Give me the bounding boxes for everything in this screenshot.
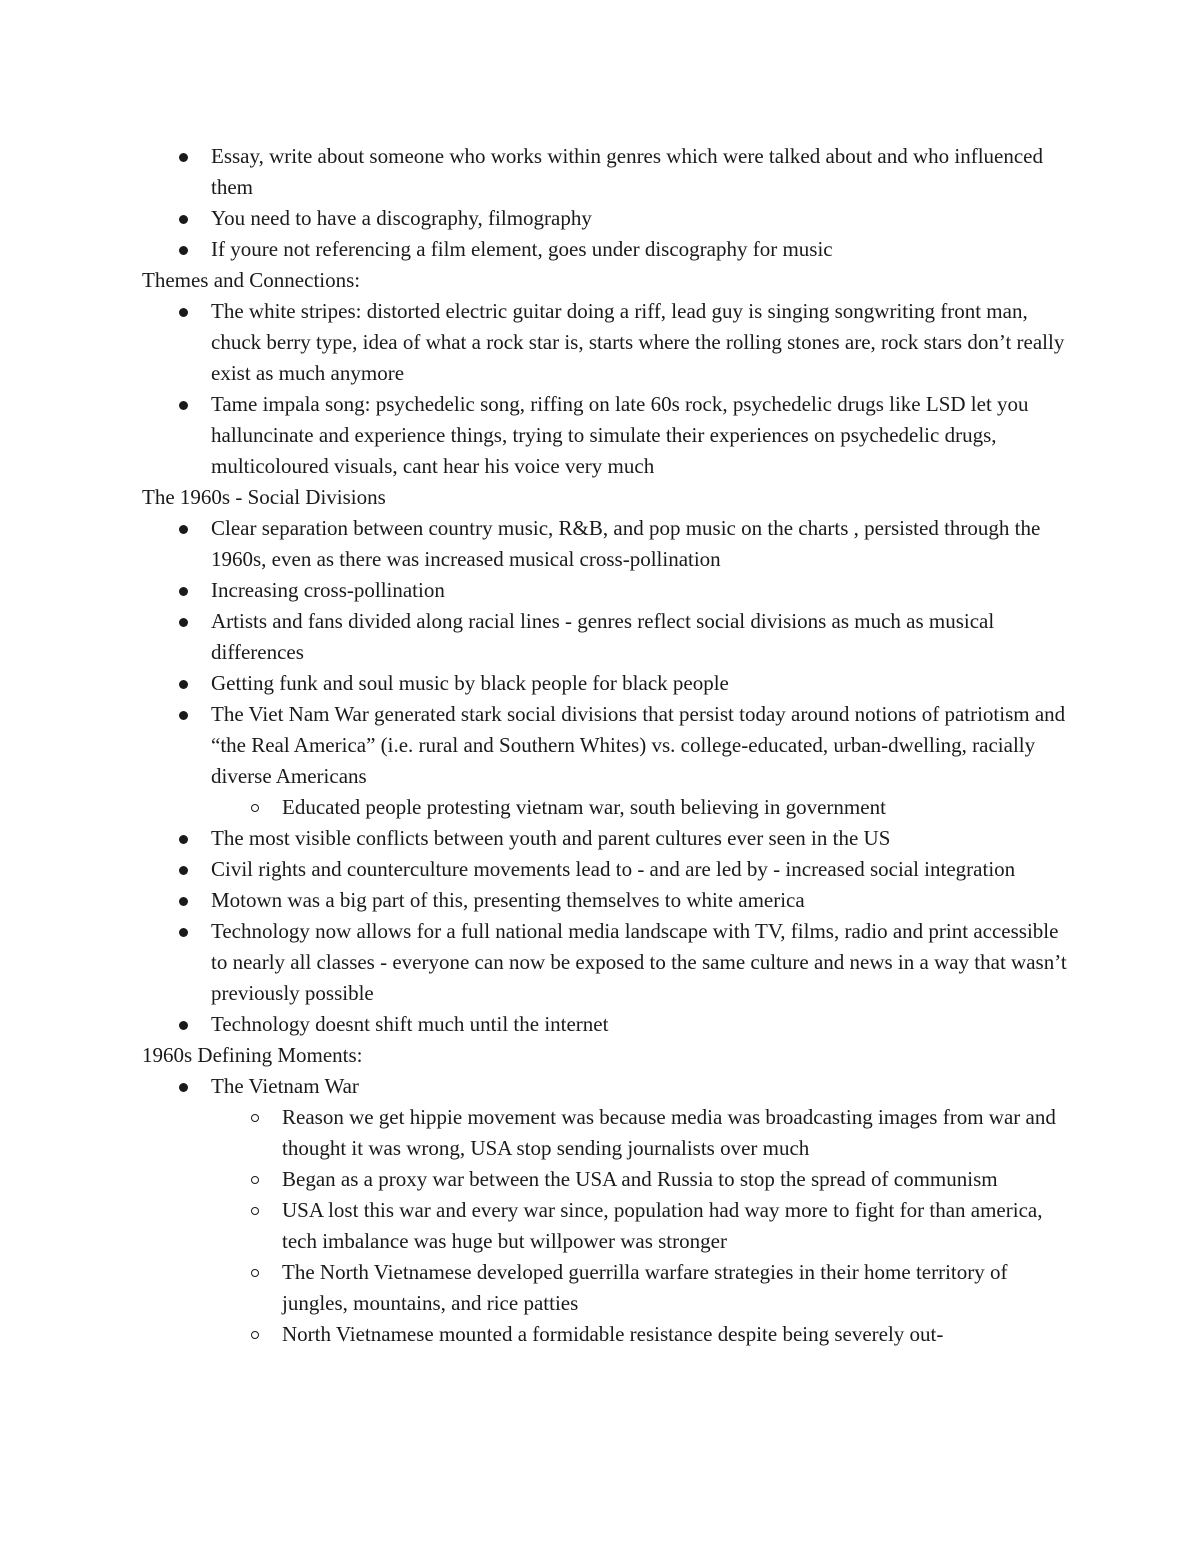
themes-list <box>142 296 1072 482</box>
hollow-bullet-icon <box>251 1269 259 1277</box>
bullet-icon <box>179 308 188 317</box>
list-item: Clear separation between country music, R&B, and pop music on the charts , persisted through the 1960s, even as there was increased musical cross-pollination <box>211 513 1072 575</box>
bullet-icon <box>179 587 188 596</box>
section-heading-defining-moments: 1960s Defining Moments: <box>142 1043 363 1067</box>
list-item: The Vietnam War Reason we get hippie movement was because media was broadcasting images from war and thought it was wrong, USA stop sending journalists over much Began as a proxy war between the USA and Russia to stop the spread of communism USA lost this war and every war since, population had way more to fight for than america, tech imbalance was huge but willpower was stronger The North Vietnamese developed guerrilla warfare strategies in their home territory of jungles, mountains, and rice patties North Vietnamese mounted a formidable resistance despite being severely out- <box>211 1071 1072 1350</box>
sub-list-item: Educated people protesting vietnam war, south believing in government <box>282 792 1072 823</box>
list-item: The white stripes: distorted electric guitar doing a riff, lead guy is singing songwriting front man, chuck berry type, idea of what a rock star is, starts where the rolling stones are, rock stars don’t really exist as much anymore <box>211 296 1072 389</box>
bullet-icon <box>179 1083 188 1092</box>
list-item: Technology now allows for a full national media landscape with TV, films, radio and print accessible to nearly all classes - everyone can now be exposed to the same culture and news in a way that wasn’t previously possible <box>211 916 1072 1009</box>
sub-list-item: The North Vietnamese developed guerrilla warfare strategies in their home territory of jungles, mountains, and rice patties <box>282 1257 1072 1319</box>
list-item: If youre not referencing a film element, goes under discography for music <box>211 234 1072 265</box>
bullet-icon <box>179 711 188 720</box>
list-item: You need to have a discography, filmography <box>211 203 1072 234</box>
bullet-icon <box>179 215 188 224</box>
section-heading-themes: Themes and Connections: <box>142 268 361 292</box>
bullet-icon <box>179 897 188 906</box>
bullet-icon <box>179 680 188 689</box>
list-item: Increasing cross-pollination <box>211 575 1072 606</box>
list-item: Getting funk and soul music by black people for black people <box>211 668 1072 699</box>
bullet-icon <box>179 618 188 627</box>
list-item: Tame impala song: psychedelic song, riffing on late 60s rock, psychedelic drugs like LSD let you halluncinate and experience things, trying to simulate their experiences on psychedelic drugs, multicoloured visuals, cant hear his voice very much <box>211 389 1072 482</box>
list-item: Technology doesnt shift much until the internet <box>211 1009 1072 1040</box>
bullet-icon <box>179 401 188 410</box>
sub-list-item: North Vietnamese mounted a formidable resistance despite being severely out- <box>282 1319 1072 1350</box>
sub-list <box>211 1102 1072 1350</box>
sub-list-item: Reason we get hippie movement was because media was broadcasting images from war and thought it was wrong, USA stop sending journalists over much <box>282 1102 1072 1164</box>
hollow-bullet-icon <box>251 1114 259 1122</box>
intro-list <box>142 141 1072 265</box>
bullet-icon <box>179 866 188 875</box>
bullet-icon <box>179 1021 188 1030</box>
sub-list-item: USA lost this war and every war since, population had way more to fight for than america, tech imbalance was huge but willpower was stronger <box>282 1195 1072 1257</box>
notes-content <box>142 141 1072 1350</box>
list-item: The Viet Nam War generated stark social divisions that persist today around notions of patriotism and “the Real America” (i.e. rural and Southern Whites) vs. college-educated, urban-dwelling, racially diverse Americans Educated people protesting vietnam war, south believing in government <box>211 699 1072 823</box>
sub-list <box>211 792 1072 823</box>
hollow-bullet-icon <box>251 1207 259 1215</box>
defining-moments-list <box>142 1071 1072 1350</box>
bullet-icon <box>179 153 188 162</box>
list-item: Motown was a big part of this, presenting themselves to white america <box>211 885 1072 916</box>
hollow-bullet-icon <box>251 1331 259 1339</box>
bullet-icon <box>179 835 188 844</box>
bullet-icon <box>179 525 188 534</box>
list-item: The most visible conflicts between youth and parent cultures ever seen in the US <box>211 823 1072 854</box>
hollow-bullet-icon <box>251 804 259 812</box>
bullet-icon <box>179 246 188 255</box>
bullet-icon <box>179 928 188 937</box>
list-item: Essay, write about someone who works within genres which were talked about and who influenced them <box>211 141 1072 203</box>
hollow-bullet-icon <box>251 1176 259 1184</box>
list-item: Civil rights and counterculture movements lead to - and are led by - increased social integration <box>211 854 1072 885</box>
section-heading-social-divisions: The 1960s - Social Divisions <box>142 485 386 509</box>
sub-list-item: Began as a proxy war between the USA and Russia to stop the spread of communism <box>282 1164 1072 1195</box>
list-item: Artists and fans divided along racial lines - genres reflect social divisions as much as musical differences <box>211 606 1072 668</box>
social-divisions-list <box>142 513 1072 1040</box>
